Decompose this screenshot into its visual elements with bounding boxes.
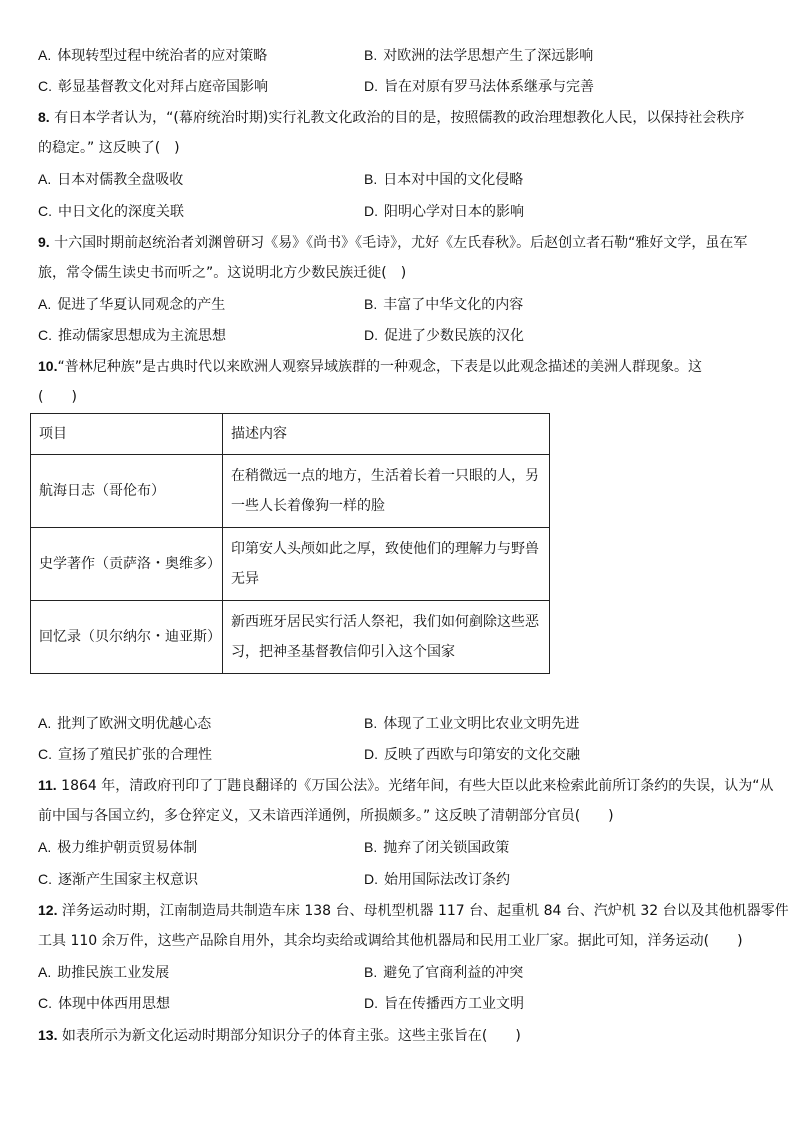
q10-option-b: B. 体现了工业文明比农业文明先进 <box>364 715 580 732</box>
q11-stem-line-2: 前中国与各国立约，多仓猝定义，又未谙西洋通例，所损颇多。” 这反映了清朝部分官员( ) <box>38 808 614 824</box>
q8-option-d: D. 阳明心学对日本的影响 <box>364 203 524 220</box>
table-header-desc: 描述内容 <box>223 414 550 455</box>
q9-options-row-1 <box>38 296 758 312</box>
q12-option-b: B. 避免了官商利益的冲突 <box>364 964 524 981</box>
q7-option-d: D. 旨在对原有罗马法体系继承与完善 <box>364 78 594 95</box>
q10-options-row-1 <box>38 715 758 731</box>
q8-options-row-2 <box>38 203 758 219</box>
q8-stem-line-2: 的稳定。” 这反映了( ) <box>38 140 180 156</box>
q8-option-c: C. 中日文化的深度关联 <box>38 203 184 220</box>
q9-stem-line-2: 旅，常令儒生读史书而听之”。这说明北方少数民族迁徙( ) <box>38 265 407 281</box>
table-cell-item: 航海日志（哥伦布） <box>31 455 223 528</box>
table-cell-item: 史学著作（贡萨洛・奥维多） <box>31 528 223 601</box>
q11-options-row-1 <box>38 839 758 855</box>
q7-options-row-2 <box>38 78 758 94</box>
q10-option-d: D. 反映了西欧与印第安的文化交融 <box>364 746 580 763</box>
q12-option-a: A. 助推民族工业发展 <box>38 964 170 981</box>
q8-option-b: B. 日本对中国的文化侵略 <box>364 171 524 188</box>
q12-options-row-1 <box>38 964 758 980</box>
q9-option-c: C. 推动儒家思想成为主流思想 <box>38 327 226 344</box>
table-header-row <box>31 414 550 455</box>
q10-stem-line-1: 10.“普林尼种族”是古典时代以来欧洲人观察异域族群的一种观念，下表是以此观念描述的美洲人群现象。这 <box>38 358 702 375</box>
q9-option-b: B. 丰富了中华文化的内容 <box>364 296 524 313</box>
table-header-item: 项目 <box>31 414 223 455</box>
q9-options-row-2 <box>38 327 758 343</box>
q12-option-c: C. 体现中体西用思想 <box>38 995 170 1012</box>
q9-option-a: A. 促进了华夏认同观念的产生 <box>38 296 226 313</box>
q8-option-a: A. 日本对儒教全盘吸收 <box>38 171 184 188</box>
table-cell-desc: 新西班牙居民实行活人祭祀，我们如何剷除这些恶 习，把神圣基督教信仰引入这个国家 <box>223 601 550 674</box>
q10-option-a: A. 批判了欧洲文明优越心态 <box>38 715 212 732</box>
q9-option-d: D. 促进了少数民族的汉化 <box>364 327 524 344</box>
q8-options-row-1 <box>38 171 758 187</box>
q7-option-c: C. 彰显基督教文化对拜占庭帝国影响 <box>38 78 268 95</box>
q11-option-c: C. 逐渐产生国家主权意识 <box>38 871 198 888</box>
q11-options-row-2 <box>38 871 758 887</box>
q10-stem-line-2: ( ) <box>38 389 77 405</box>
table-cell-desc: 在稍微远一点的地方，生活着长着一只眼的人，另 一些人长着像狗一样的脸 <box>223 455 550 528</box>
q8-stem-line-1: 8. 有日本学者认为，“(幕府统治时期)实行礼教文化政治的目的是，按照儒教的政治理想教化人民，以保持社会秩序 <box>38 109 745 126</box>
q12-stem-line-2: 工具 110 余万件，这些产品除自用外，其余均卖给或调给其他机器局和民用工业厂家。据此可知，洋务运动( ) <box>38 933 743 949</box>
q12-option-d: D. 旨在传播西方工业文明 <box>364 995 524 1012</box>
q11-option-a: A. 极力维护朝贡贸易体制 <box>38 839 198 856</box>
q7-option-a: A. 体现转型过程中统治者的应对策略 <box>38 47 268 64</box>
q10-option-c: C. 宣扬了殖民扩张的合理性 <box>38 746 212 763</box>
q11-option-b: B. 抛弃了闭关锁国政策 <box>364 839 510 856</box>
q7-option-b: B. 对欧洲的法学思想产生了深远影响 <box>364 47 594 64</box>
table-row <box>31 455 550 528</box>
q9-stem-line-1: 9. 十六国时期前赵统治者刘渊曾研习《易》《尚书》《毛诗》，尤好《左氏春秋》。后赵创立者石勒“雅好文学，虽在军 <box>38 234 748 251</box>
q10-options-row-2 <box>38 746 758 762</box>
q7-options-row-1 <box>38 47 758 63</box>
q10-table <box>30 413 550 674</box>
q12-options-row-2 <box>38 995 758 1011</box>
q11-option-d: D. 始用国际法改订条约 <box>364 871 510 888</box>
table-cell-desc: 印第安人头颅如此之厚，致使他们的理解力与野兽 无异 <box>223 528 550 601</box>
table-cell-item: 回忆录（贝尔纳尔・迪亚斯） <box>31 601 223 674</box>
table-row <box>31 601 550 674</box>
q11-stem-line-1: 11. 1864 年，清政府刊印了丁韪良翻译的《万国公法》。光绪年间，有些大臣以此来检索此前所订条约的失误，认为“从 <box>38 777 774 794</box>
q13-stem-line-1: 13. 如表所示为新文化运动时期部分知识分子的体育主张。这些主张旨在( ) <box>38 1027 521 1044</box>
table-row <box>31 528 550 601</box>
q12-stem-line-1: 12. 洋务运动时期，江南制造局共制造车床 138 台、母机型机器 117 台、起重机 84 台、汽炉机 32 台以及其他机器零件 <box>38 902 789 919</box>
